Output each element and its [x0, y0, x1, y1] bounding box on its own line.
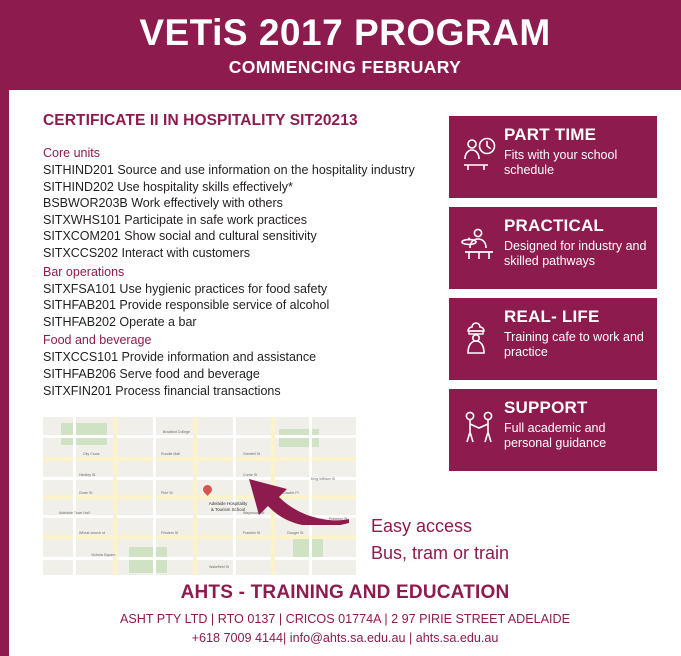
map-arrow-icon [241, 453, 351, 525]
unit-group-heading: Core units [43, 146, 100, 160]
unit-group-bar [43, 265, 435, 331]
feature-text [502, 308, 647, 361]
easy-access-line-2: Bus, tram or train [371, 543, 510, 563]
page-footer [9, 582, 681, 648]
unit-item: SITHFAB206 Serve food and beverage [43, 366, 260, 381]
feature-desc: Fits with your school schedule [504, 147, 618, 178]
page-subtitle: COMMENCING FEBRUARY [228, 57, 462, 78]
unit-item: SITXCCS202 Interact with customers [43, 245, 251, 260]
easy-access-line-1: Easy access [371, 516, 473, 536]
feature-title: PRACTICAL [504, 216, 605, 235]
map-image: Bradford College City Cross Rundle Mall Grenfell St Hindley St Currie St Grote St Pirie St Gawler Pl Adelaide Town Hall Waymouth St Wheat church st Flinders St Franklin St Gouger St Victoria Square Wakefield St King William St Pulteney St Adelaide Hospitality & Tourism School [43, 417, 356, 575]
unit-item: SITHFAB201 Provide responsible service of alcohol [43, 298, 330, 313]
unit-group-heading: Bar operations [43, 264, 125, 279]
feature-title: REAL- LIFE [504, 307, 600, 326]
footer-details: ASHT PTY LTD | RTO 0137 | CRICOS 01774A | 2 97 PIRIE STREET ADELAIDE [119, 612, 571, 626]
serving-tray-icon [458, 220, 502, 272]
unit-group-food-beverage [43, 333, 435, 399]
feature-title: PART TIME [504, 125, 597, 144]
unit-item: SITXWHS101 Participate in safe work practices [43, 212, 307, 227]
map-pin-icon [203, 485, 212, 498]
footer-contact: +618 7009 4144| info@ahts.sa.edu.au | ahts.sa.edu.au [191, 631, 499, 645]
location-map[interactable] [43, 417, 356, 575]
clock-people-icon [458, 129, 502, 181]
feature-cards-column [449, 112, 657, 575]
feature-text [502, 399, 647, 452]
feature-desc: Designed for industry and skilled pathways [504, 238, 647, 269]
feature-card-part-time[interactable] [449, 116, 657, 198]
easy-access-block [371, 513, 509, 567]
feature-desc: Full academic and personal guidance [504, 420, 607, 451]
body-columns [9, 90, 681, 575]
feature-card-support[interactable] [449, 389, 657, 471]
feature-text [502, 217, 647, 270]
unit-group-core [43, 146, 435, 262]
feature-card-real-life[interactable] [449, 298, 657, 380]
feature-card-practical[interactable] [449, 207, 657, 289]
footer-title: AHTS - TRAINING AND EDUCATION [180, 582, 510, 603]
course-details-column [43, 112, 435, 575]
feature-title: SUPPORT [504, 398, 588, 417]
chef-icon [458, 311, 502, 363]
certificate-title: CERTIFICATE II IN HOSPITALITY SIT20213 [43, 112, 358, 129]
unit-item: SITXCCS101 Provide information and assistance [43, 350, 317, 365]
unit-item: SITHIND201 Source and use information on the hospitality industry [43, 163, 415, 177]
handshake-people-icon [458, 402, 502, 454]
unit-item: SITXFSA101 Use hygienic practices for food safety [43, 281, 328, 296]
unit-group-heading: Food and beverage [43, 333, 152, 348]
feature-desc: Training cafe to work and practice [504, 329, 644, 360]
page-header [9, 0, 681, 90]
unit-item: SITHFAB202 Operate a bar [43, 314, 197, 329]
page-title: VETiS 2017 PROGRAM [139, 11, 551, 53]
feature-text [502, 126, 647, 179]
unit-item: BSBWOR203B Work effectively with others [43, 196, 283, 211]
unit-item: SITXFIN201 Process financial transactions [43, 383, 281, 398]
unit-item: SITHIND202 Use hospitality skills effectively* [43, 179, 293, 194]
map-pin-label: Adelaide Hospitality & Tourism School [208, 501, 248, 512]
unit-item: SITXCOM201 Show social and cultural sensitivity [43, 229, 317, 244]
